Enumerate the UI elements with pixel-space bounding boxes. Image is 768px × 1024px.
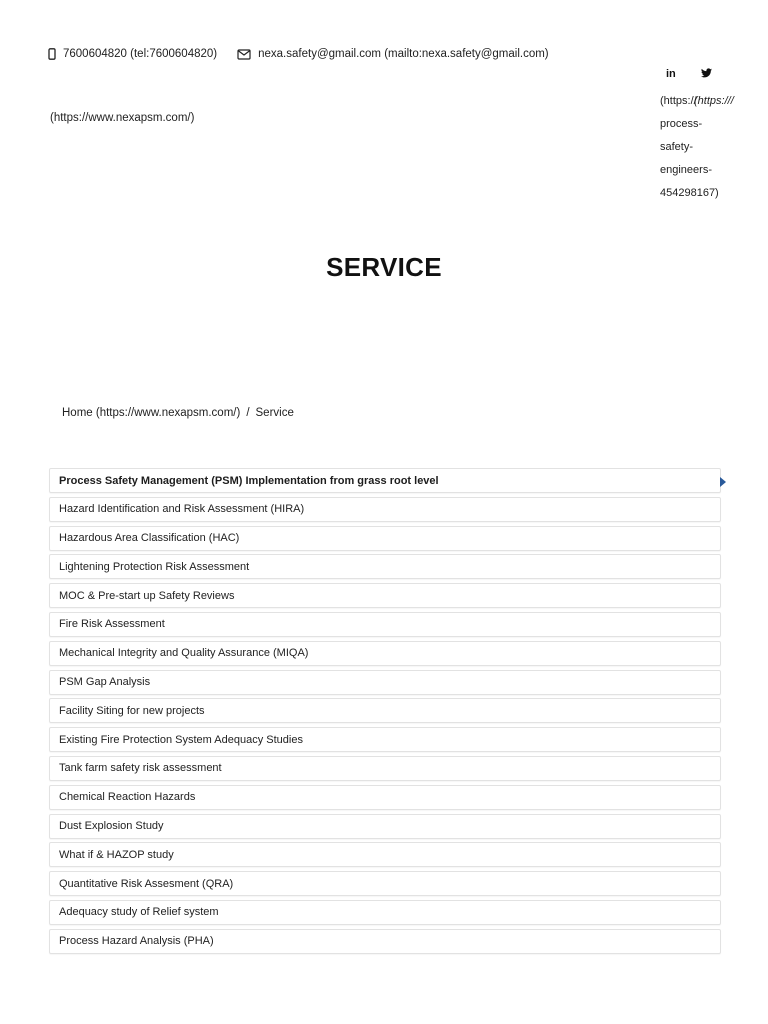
service-item-dust-explosion[interactable]: Dust Explosion Study (49, 814, 721, 839)
service-item-pha[interactable]: Process Hazard Analysis (PHA) (49, 929, 721, 954)
service-item-hac[interactable]: Hazardous Area Classification (HAC) (49, 526, 721, 551)
services-list (49, 468, 721, 958)
linkedin-icon[interactable]: in (666, 68, 676, 80)
service-item-fire-protection-adequacy[interactable]: Existing Fire Protection System Adequacy Studies (49, 727, 721, 752)
service-item-tank-farm[interactable]: Tank farm safety risk assessment (49, 756, 721, 781)
envelope-icon (237, 49, 251, 60)
breadcrumb-home[interactable]: Home (https://www.nexapsm.com/) (62, 407, 241, 419)
social-line-2: safety- (660, 141, 694, 153)
service-item-facility-siting[interactable]: Facility Siting for new projects (49, 698, 721, 723)
service-item-miqa[interactable]: Mechanical Integrity and Quality Assurance (MIQA) (49, 641, 721, 666)
social-icons (666, 68, 712, 81)
email-link[interactable] (237, 48, 549, 60)
service-item-psm-gap[interactable]: PSM Gap Analysis (49, 670, 721, 695)
phone-icon (48, 48, 56, 60)
page-title: SERVICE (326, 252, 442, 282)
service-item-psm-implementation[interactable]: Process Safety Management (PSM) Implementation from grass root level (49, 468, 721, 493)
service-item-hira[interactable]: Hazard Identification and Risk Assessment (HIRA) (49, 497, 721, 522)
service-item-qra[interactable]: Quantitative Risk Assesment (QRA) (49, 871, 721, 896)
breadcrumb (62, 407, 294, 419)
twitter-link-text[interactable]: (https:/// (694, 95, 734, 107)
service-item-chemical-reaction[interactable]: Chemical Reaction Hazards (49, 785, 721, 810)
phone-text: 7600604820 (tel:7600604820) (63, 48, 218, 60)
social-line-1: process- (660, 118, 703, 130)
breadcrumb-separator: / (246, 407, 250, 419)
social-line-4: 454298167) (660, 187, 719, 199)
service-item-whatif-hazop[interactable]: What if & HAZOP study (49, 842, 721, 867)
social-links-text[interactable] (660, 90, 734, 205)
social-line-3: engineers- (660, 164, 712, 176)
contact-bar (48, 45, 549, 63)
active-arrow-icon (720, 477, 726, 487)
logo-home-link[interactable]: (https://www.nexapsm.com/) (50, 112, 195, 124)
service-item-moc-pssr[interactable]: MOC & Pre-start up Safety Reviews (49, 583, 721, 608)
email-text: nexa.safety@gmail.com (mailto:nexa.safety@gmail.com) (258, 48, 549, 60)
breadcrumb-current: Service (255, 407, 294, 419)
service-item-relief-system[interactable]: Adequacy study of Relief system (49, 900, 721, 925)
linkedin-link-text[interactable]: (https:// (660, 95, 697, 107)
phone-link[interactable] (48, 48, 217, 60)
service-item-fire-risk[interactable]: Fire Risk Assessment (49, 612, 721, 637)
service-item-lightening-protection[interactable]: Lightening Protection Risk Assessment (49, 554, 721, 579)
twitter-icon[interactable] (701, 68, 712, 81)
